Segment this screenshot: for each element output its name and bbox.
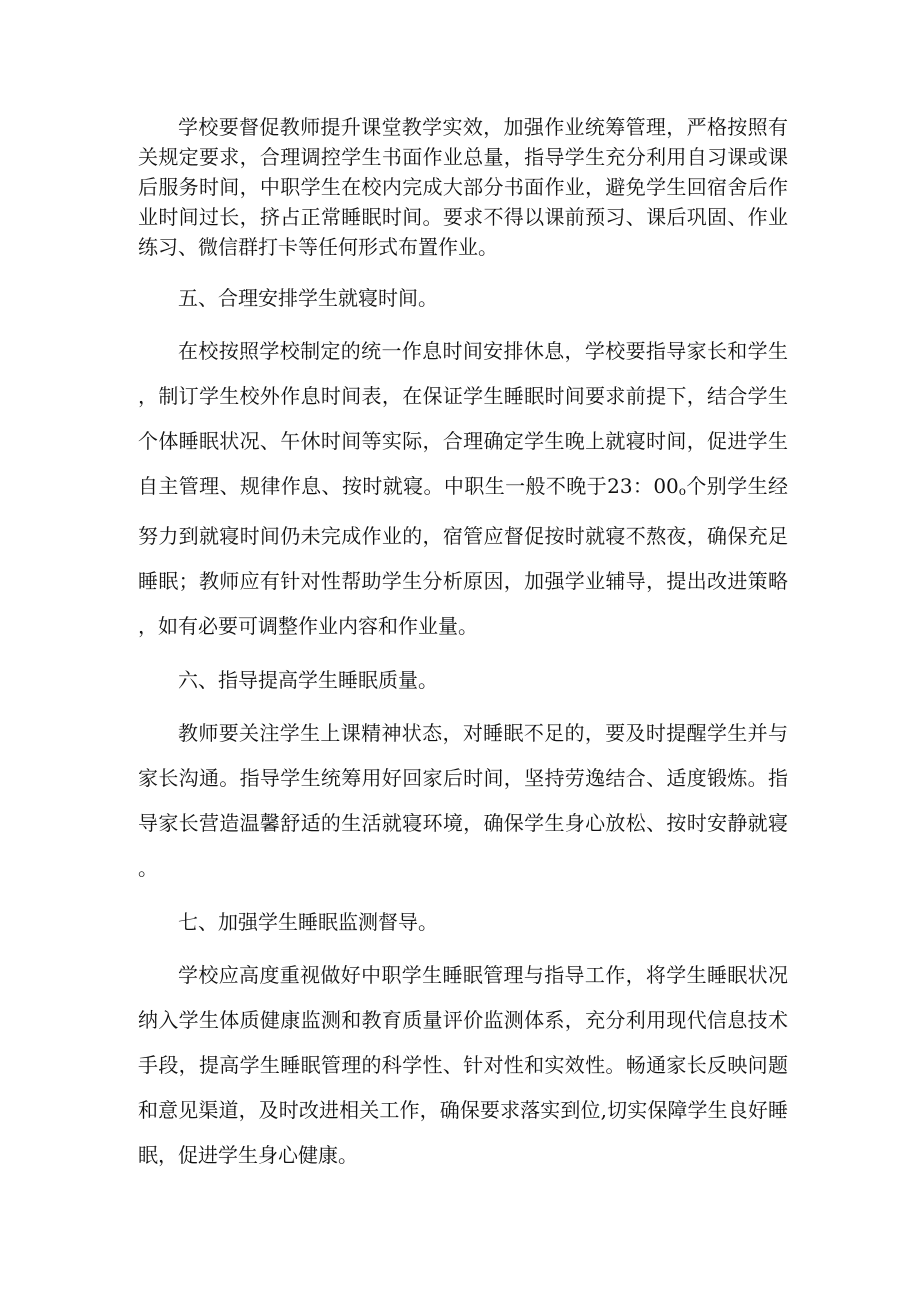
section-heading-sleep-monitoring: 七、加强学生睡眠监测督导。 xyxy=(178,910,438,934)
paragraph-bedtime xyxy=(138,329,788,649)
section-heading-bedtime: 五、合理安排学生就寝时间。 xyxy=(178,286,438,310)
paragraph-homework-management: 学校要督促教师提升课堂教学实效，加强作业统筹管理，严格按照有关规定要求，合理调控学生书面作业总量，指导学生充分利用自习课或课后服务时间，中职学生在校内完成大部分书面作业，避免学生回宿舍后作业时间过长，挤占正常睡眠时间。要求不得以课前预习、课后巩固、作业练习、微信群打卡等任何形式布置作业。 xyxy=(138,115,788,259)
paragraph-bedtime-subscript: o xyxy=(678,484,687,498)
paragraph-bedtime-text-2: 个别学生经努力到就寝时间仍未完成作业的，宿管应督促按时就寝不熬夜，确保充足睡眠；教师应有针对性帮助学生分析原因，加强学业辅导，提出改进策略，如有必要可调整作业内容和作业量。 xyxy=(138,474,788,638)
paragraph-sleep-quality: 教师要关注学生上课精神状态，对睡眠不足的，要及时提醒学生并与家长沟通。指导学生统筹用好回家后时间，坚持劳逸结合、适度锻炼。指导家长营造温馨舒适的生活就寝环境，确保学生身心放松、按时安静就寝。 xyxy=(138,721,788,880)
paragraph-sleep-monitoring: 学校应高度重视做好中职学生睡眠管理与指导工作，将学生睡眠状况纳入学生体质健康监测和教育质量评价监测体系，充分利用现代信息技术手段，提高学生睡眠管理的科学性、针对性和实效性。畅通家长反映问题和意见渠道，及时改进相关工作，确保要求落实到位,切实保障学生良好睡眠，促进学生身心健康。 xyxy=(138,963,788,1167)
paragraph-bedtime-text-1: 在校按照学校制定的统一作息时间安排休息，学校要指导家长和学生，制订学生校外作息时间表，在保证学生睡眠时间要求前提下，结合学生个体睡眠状况、午休时间等实际，合理确定学生晚上就寝时间，促进学生自主管理、规律作息、按时就寝。中职生一般不晚于23：00 xyxy=(138,339,788,498)
section-heading-sleep-quality: 六、指导提高学生睡眠质量。 xyxy=(178,668,438,692)
document-page xyxy=(138,112,788,1178)
